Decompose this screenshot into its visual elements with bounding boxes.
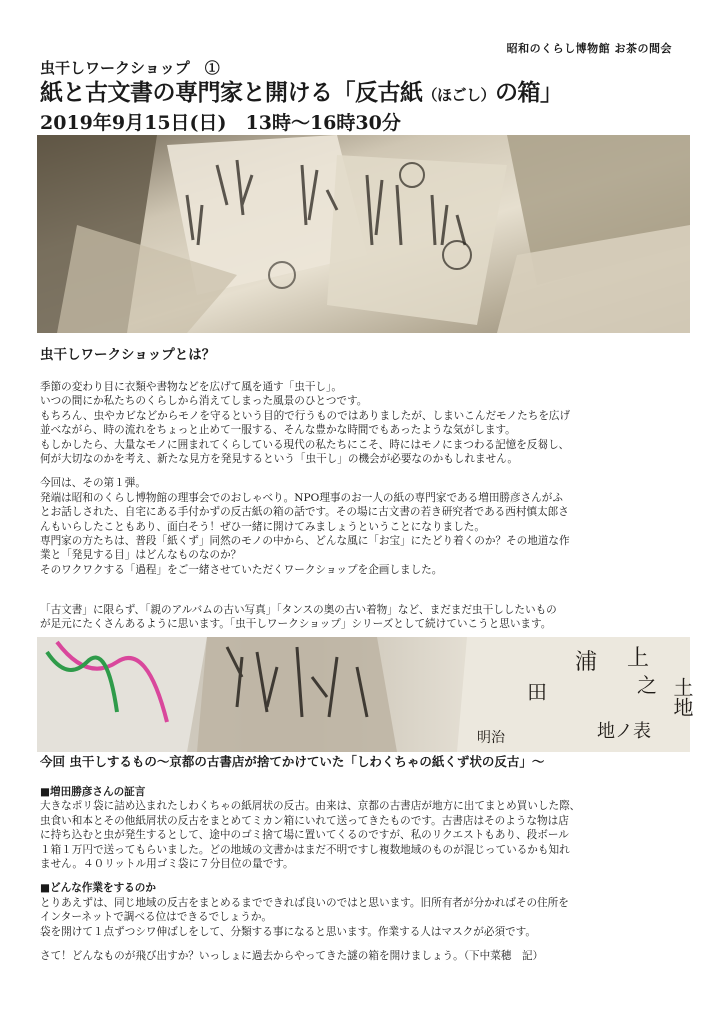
- doc-label: 土地: [670, 677, 694, 717]
- series-title: 虫干しワークショップ ①: [40, 59, 220, 77]
- organizer-name: 昭和のくらし博物館 お茶の間会: [506, 42, 672, 55]
- section1-body: [40, 380, 692, 577]
- paragraph-line: 「古文書」に限らず、「親のアルバムの古い写真」「タンスの奥の古い着物」など、まだまだ虫干ししたいもの: [40, 604, 557, 616]
- doc-label: 明治: [477, 730, 505, 746]
- paragraph-line: 何が大切なのかを考え、新たな見方を発見するという「虫干し」の機会が必要なのかもしれません。: [40, 453, 518, 466]
- paragraph-line: とお話しされた、自宅にある手付かずの反古紙の箱の話です。その場に古文書の若き研究者である西村慎太郎さ: [40, 506, 569, 519]
- doc-label: 之: [637, 673, 657, 697]
- paragraph-line: 今回は、その第１弾。: [40, 477, 146, 490]
- section2-body: [40, 785, 692, 963]
- paragraph-line: いつの間にか私たちのくらしから消えてしまった風景のひとつです。: [40, 395, 368, 408]
- paragraph-line: 並べながら、時の流れをちょっと止めて一服する、そんな豊かな時間でもあったような気がします。: [40, 424, 516, 437]
- paragraph-line: さて！どんなものが飛び出すか？いっしょに過去からやってきた謎の箱を開けましょう。（下中菜穂 記）: [40, 950, 544, 963]
- paragraph-line: 発端は昭和のくらし博物館の理事会でのおしゃべり。NPO理事のお一人の紙の専門家である増田勝彦さんがふ: [40, 491, 563, 504]
- title-reading: （ほごし）: [422, 86, 496, 104]
- crumpled-paper-image: [37, 135, 690, 333]
- paragraph-line: そのワクワクする「過程」をご一緒させていただくワークショップを企画しました。: [40, 563, 443, 576]
- paragraph-line: インターネットで調べる位はできるでしょうか。: [40, 911, 273, 924]
- paragraph-line: １箱１万円で送ってもらいました。どの地域の文書かはまだ不明ですし複数地域のものが混じっているかも知れ: [40, 843, 570, 856]
- doc-label: 田: [527, 680, 547, 704]
- title-end: の箱」: [495, 79, 563, 106]
- section-what-is-mushiboshi: 虫干しワークショップとは？: [40, 347, 216, 363]
- title-main: 紙と古文書の専門家と開ける「反古紙: [40, 79, 423, 106]
- work-heading: ■どんな作業をするのか: [40, 882, 156, 895]
- paragraph-line: もしかしたら、大量なモノに囲まれてくらしている現代の私たちにこそ、時にはモノにまつわる記憶を反芻し、: [40, 438, 570, 451]
- testimony-heading: ■増田勝彦さんの証言: [40, 786, 146, 798]
- paragraph-line: に持ち込むと虫が発生するとして、途中のゴミ捨て場に置いてくるのですが、私のリクエストもあり、段ボール: [40, 829, 569, 842]
- paragraph-line: ません。４０リットル用ゴミ袋に７分目位の量です。: [40, 858, 294, 871]
- section-what-we-air-out: 今回 虫干しするもの～京都の古書店が捨てかけていた「しわくちゃの紙くず状の反古」～: [40, 754, 545, 769]
- paragraph-line: 業と「発見する目」はどんなものなのか？: [40, 549, 242, 562]
- paragraph-line: 袋を開けて１点ずつシワ伸ばしをして、分類する事になると思います。作業する人はマスクが必須です。: [40, 925, 536, 938]
- paragraph-line: 季節の変わり目に衣類や書物などを広げて風を通す「虫干し」。: [40, 381, 342, 393]
- paragraph-line: もちろん、虫やカビなどからモノを守るという目的で行うものではありましたが、しまいこんだモノたちを広げ: [40, 409, 571, 422]
- paragraph-gap: [40, 466, 692, 476]
- paragraph-line: が足元にたくさんあるように思います。「虫干しワークショップ」シリーズとして続けていこうと思います。: [40, 618, 552, 631]
- old-documents-photo: [37, 135, 690, 333]
- paragraph-line: 専門家の方たちは、普段「紙くず」同然のモノの中から、どんな風に「お宝」にたどり着くのか？その地道な作: [40, 535, 570, 548]
- flyer-header: [40, 58, 690, 136]
- paragraph-line: んもいらしたこともあり、面白そう！ぜひ一緒に開けてみましょうということになりました。: [40, 520, 485, 533]
- event-date: 2019年9月15日(日) 13時～16時30分: [40, 112, 401, 134]
- section1-closing: [40, 603, 692, 632]
- doc-label: 上: [627, 646, 650, 671]
- doc-label: 地ノ表: [597, 721, 651, 742]
- paragraph-gap: [40, 871, 692, 881]
- paragraph-line: 大きなポリ袋に詰め込まれたしわくちゃの紙屑状の反古。由来は、京都の古書店が地方に出てまとめ買いした際、: [40, 800, 581, 813]
- paragraph-gap: [40, 939, 692, 949]
- paragraph-line: とりあえずは、同じ地域の反古をまとめるまでできれば良いのではと思います。旧所有者が分かればその住所を: [40, 896, 569, 909]
- paragraph-line: 虫食い和本とその他紙屑状の反古をまとめてミカン箱にいれて送ってきたものです。古書店はそのような物は店: [40, 814, 569, 827]
- flyer-title: [40, 78, 690, 110]
- doc-label: 浦: [575, 650, 598, 675]
- handwritten-documents-photo: [37, 637, 694, 752]
- handwritten-paper-image: [37, 637, 694, 752]
